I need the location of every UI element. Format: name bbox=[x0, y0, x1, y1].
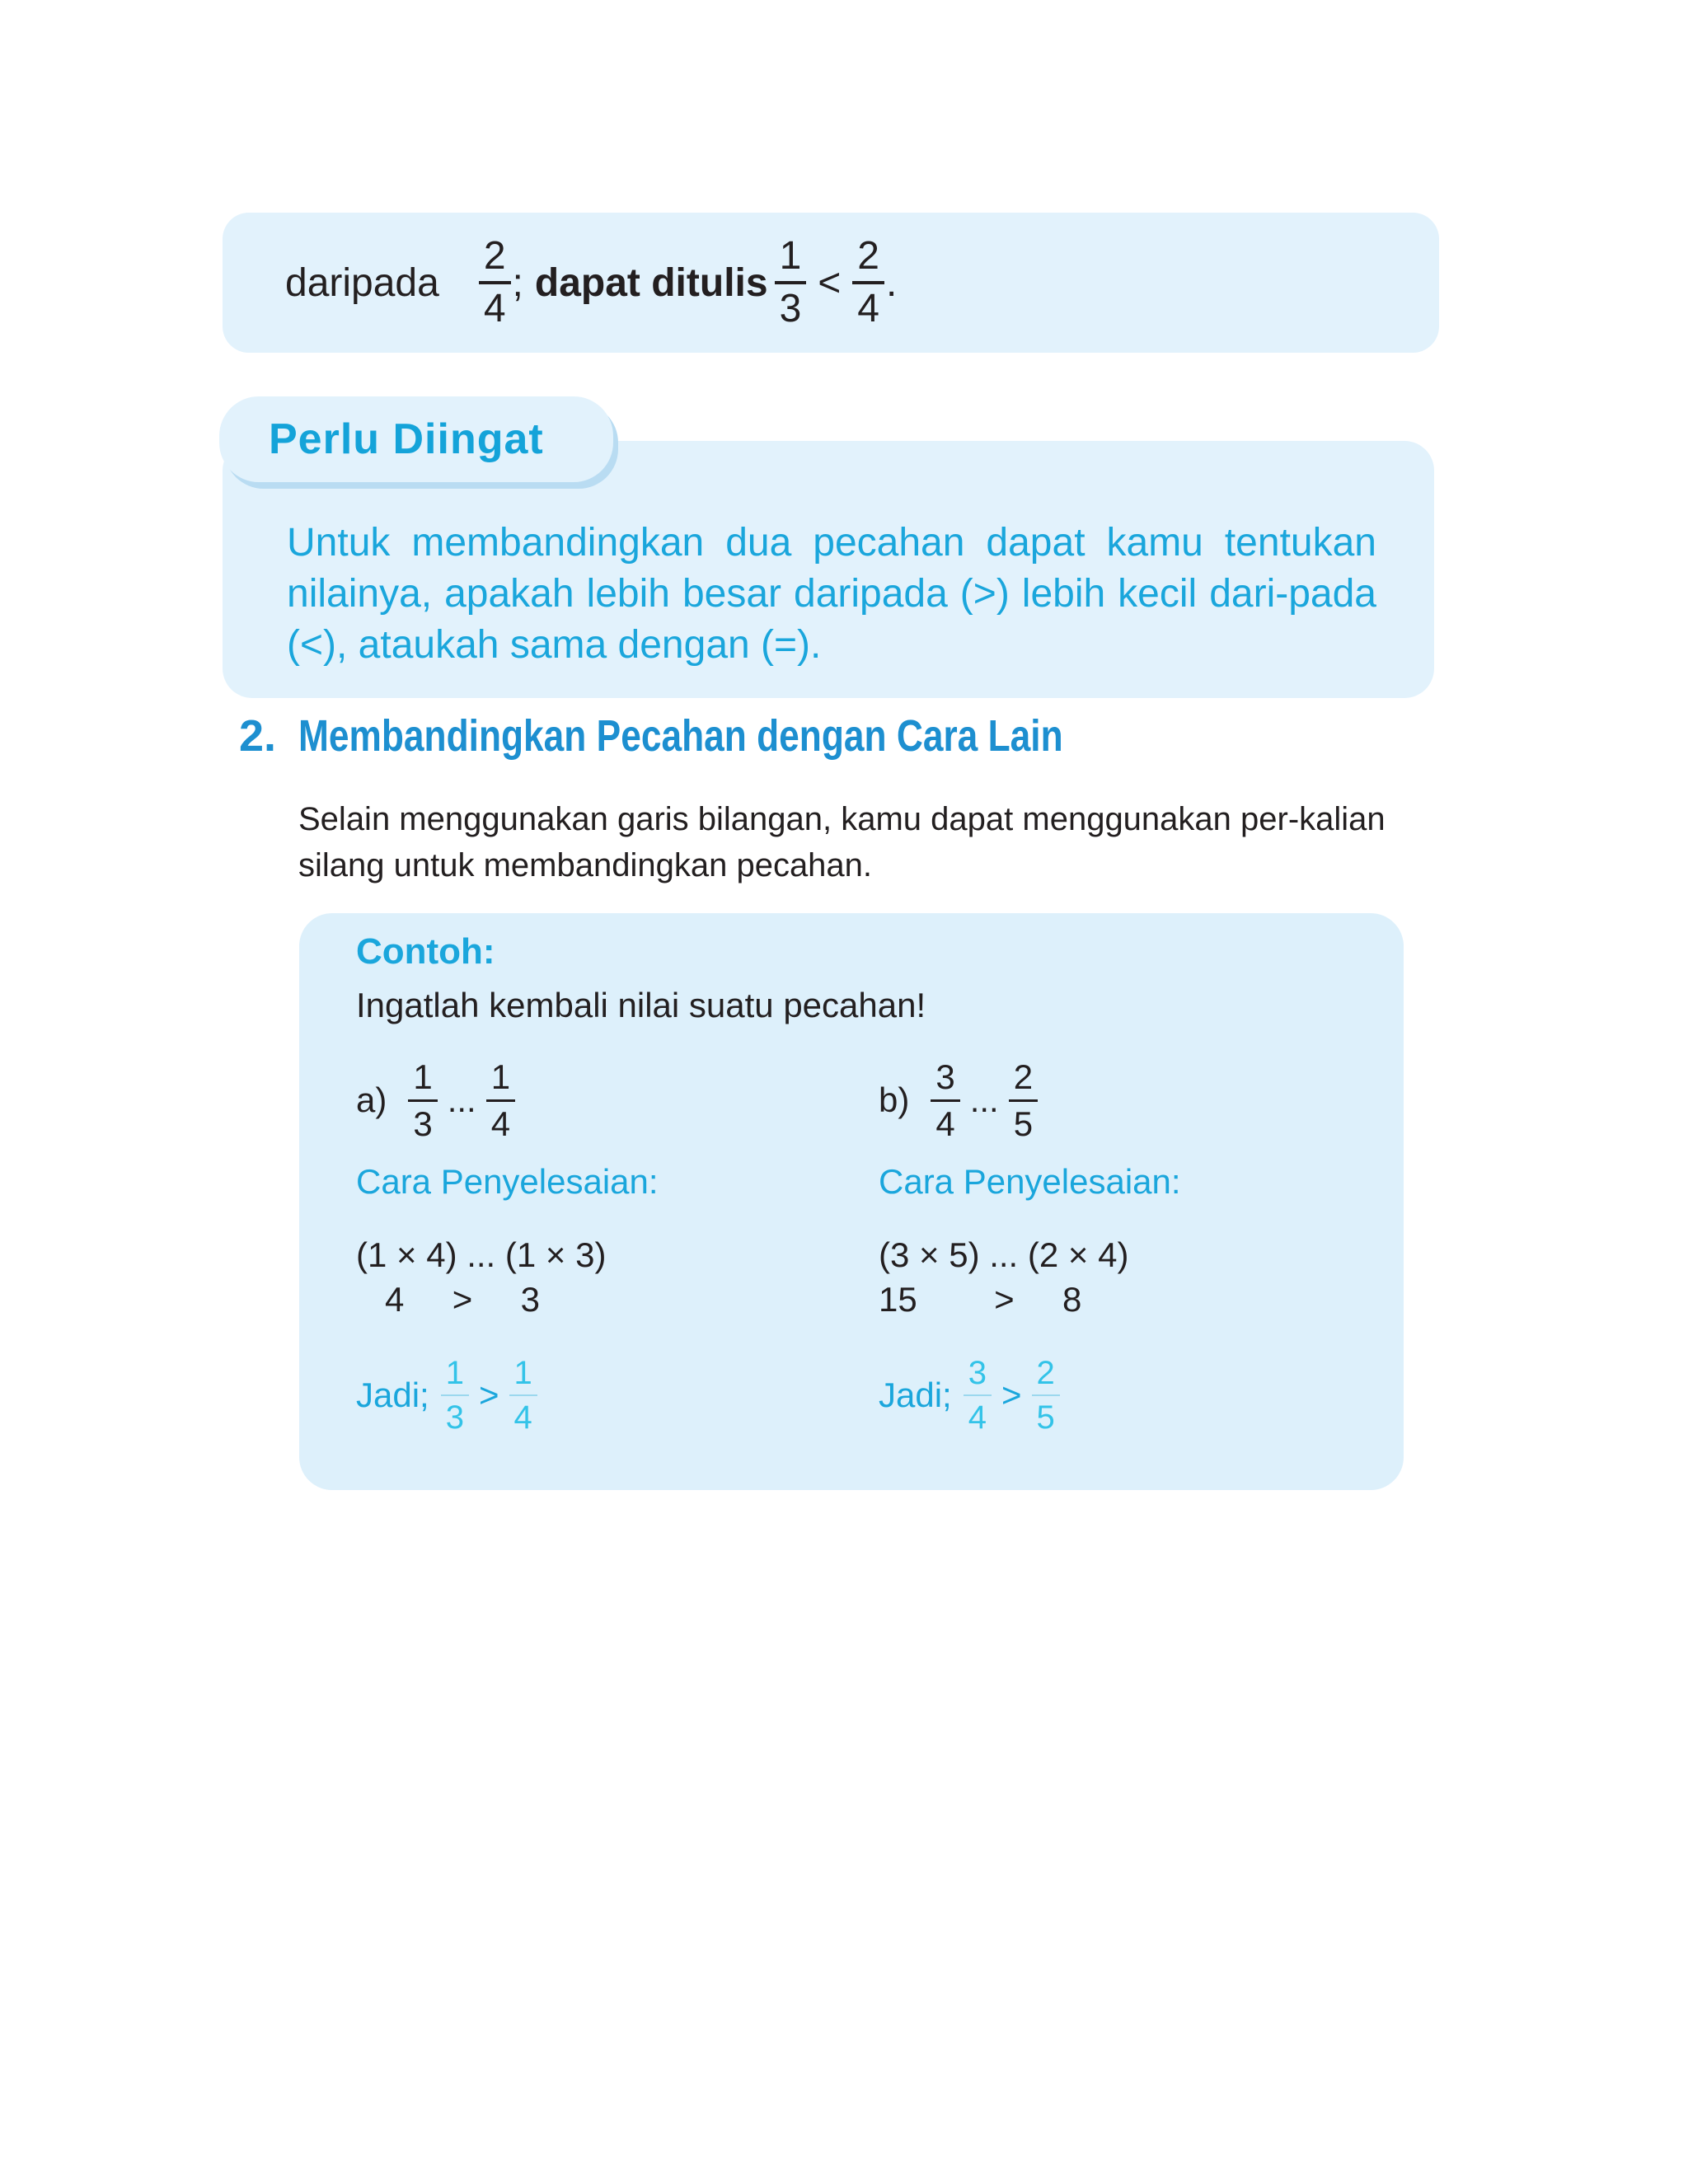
bold-text: dapat ditulis bbox=[534, 260, 768, 305]
example-a bbox=[356, 1055, 818, 1441]
conclusion-a bbox=[356, 1350, 818, 1441]
result-fraction-right: $\frac{2}{5}$ bbox=[1032, 1357, 1060, 1434]
fraction-left: $\frac{3}{4}$ bbox=[931, 1060, 959, 1141]
ellipsis: ... bbox=[447, 1080, 476, 1119]
section-title: Membandingkan Pecahan dengan Cara Lain bbox=[298, 711, 1063, 761]
section-intro: Selain menggunakan garis bilangan, kamu dapat menggunakan per-kalian silang untuk membandingkan pecahan. bbox=[298, 801, 1386, 883]
solution-label: Cara Penyelesaian: bbox=[356, 1162, 659, 1201]
section-number: 2. bbox=[239, 711, 277, 761]
example-instruction: Ingatlah kembali nilai suatu pecahan! bbox=[356, 986, 926, 1024]
fraction-right: $\frac{2}{5}$ bbox=[1009, 1060, 1038, 1141]
statement-box bbox=[223, 213, 1439, 353]
fraction-left: $\frac{1}{3}$ bbox=[408, 1060, 437, 1141]
cross-multiply-step: (1 × 4) ... (1 × 3) bbox=[356, 1235, 607, 1274]
reminder-tab bbox=[219, 396, 613, 482]
item-label: a) bbox=[356, 1080, 387, 1119]
less-than-sign: < bbox=[818, 260, 842, 305]
word-daripada: daripada bbox=[285, 260, 439, 305]
reminder-text: Untuk membandingkan dua pecahan dapat kamu tentukan nilainya, apakah lebih besar daripada (>) lebih kecil dari-pada (<), ataukah sama dengan (=). bbox=[287, 521, 1376, 667]
cross-multiply-step: (3 × 5) ... (2 × 4) bbox=[879, 1235, 1129, 1274]
ellipsis: ... bbox=[969, 1080, 999, 1119]
example-label: Contoh: bbox=[356, 931, 495, 972]
greater-than-sign: > bbox=[1001, 1376, 1022, 1414]
cross-multiply-result: 15 > 8 bbox=[879, 1280, 1082, 1319]
result-fraction-right: $\frac{1}{4}$ bbox=[509, 1357, 537, 1434]
result-fraction-left: $\frac{3}{4}$ bbox=[964, 1357, 992, 1434]
solution-label: Cara Penyelesaian: bbox=[879, 1162, 1181, 1201]
reminder-title: Perlu Diingat bbox=[269, 415, 544, 463]
cross-multiply-result: 4 > 3 bbox=[356, 1280, 540, 1319]
example-b bbox=[879, 1055, 1340, 1441]
fraction-one-third: $\frac{1}{3}$ bbox=[775, 237, 807, 329]
result-fraction-left: $\frac{1}{3}$ bbox=[441, 1357, 469, 1434]
period: . bbox=[886, 260, 898, 305]
jadi-label: Jadi; bbox=[356, 1376, 429, 1414]
fraction-right: $\frac{1}{4}$ bbox=[486, 1060, 515, 1141]
fraction-two-fourths-b: $\frac{2}{4}$ bbox=[852, 237, 884, 329]
semicolon: ; bbox=[512, 260, 523, 305]
conclusion-b bbox=[879, 1350, 1340, 1441]
fraction-two-fourths: $\frac{2}{4}$ bbox=[479, 237, 511, 329]
greater-than-sign: > bbox=[478, 1376, 499, 1414]
jadi-label: Jadi; bbox=[879, 1376, 952, 1414]
question-b bbox=[879, 1055, 1340, 1146]
question-a bbox=[356, 1055, 818, 1146]
item-label: b) bbox=[879, 1080, 910, 1119]
